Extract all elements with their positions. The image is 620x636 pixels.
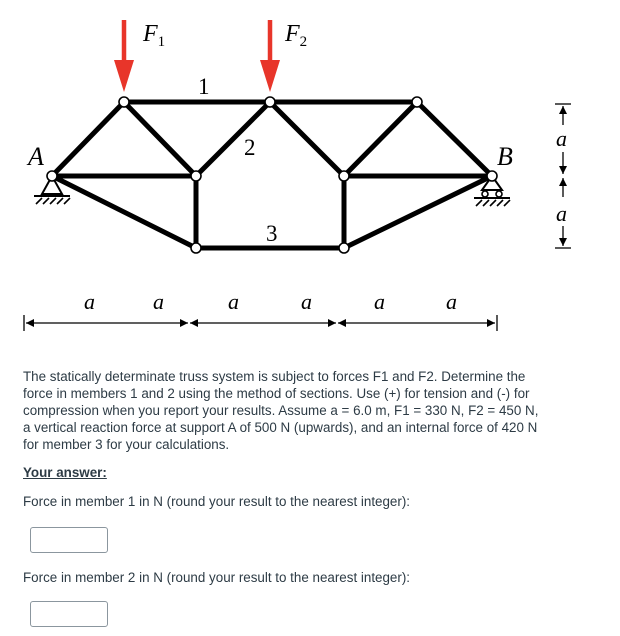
force-f2-label: $F_2$ [285, 21, 308, 50]
dim-label-6: a [446, 289, 457, 314]
force-f1-arrow [114, 20, 134, 92]
dim-label-4: a [301, 289, 312, 314]
dim-label-vertical-2: a [556, 201, 567, 226]
joint [339, 171, 349, 181]
dim-label-vertical-1: a [556, 126, 567, 151]
member-2 [196, 102, 270, 176]
member-right-outer [417, 102, 492, 176]
member-2-force-input[interactable] [30, 601, 108, 627]
joint [191, 171, 201, 181]
question-1-label: Force in member 1 in N (round your result to the nearest integer): [23, 494, 411, 509]
member-2-label: 2 [244, 135, 256, 160]
dim-label-3: a [228, 289, 239, 314]
dim-label-1: a [84, 289, 95, 314]
answer-heading: Your answer: [23, 465, 107, 480]
member-bottom-left-diagonal [52, 176, 196, 248]
member-center-diagonal [270, 102, 344, 176]
question-2-label: Force in member 2 in N (round your result to the nearest integer): [23, 570, 411, 585]
force-f2-arrow [260, 20, 280, 92]
member-1-label: 1 [198, 74, 210, 99]
member-1-force-input[interactable] [30, 527, 108, 553]
member-left-vertical-diagonal [124, 102, 196, 176]
joint [412, 97, 422, 107]
member-bottom-right-diagonal [344, 176, 492, 248]
dim-label-5: a [374, 289, 385, 314]
dim-label-2: a [153, 289, 164, 314]
joint [191, 243, 201, 253]
problem-statement: The statically determinate truss system is subject to forces F1 and F2. Determine the force in members 1 and 2 using the method of sections. Use (+) for tension and (-) for compression when you report your results. Assume a = 6.0 m, F1 = 330 N, F2 = 450 N, a vertical reaction force at support A of 500 N (upwards), and an internal force of 420 N for member 3 for your calculations. [23, 369, 539, 452]
member-3-label: 3 [266, 221, 278, 246]
joint [265, 97, 275, 107]
support-a-label: A [28, 142, 44, 171]
horizontal-dimension-labels [84, 289, 457, 314]
joint [339, 243, 349, 253]
force-f1-label: $F_1$ [143, 21, 166, 50]
member-right-upper-diagonal [344, 102, 417, 176]
member-top-left-outer [52, 102, 124, 176]
support-b-label: B [497, 142, 513, 171]
horizontal-dimensions [24, 315, 497, 331]
joint [119, 97, 129, 107]
